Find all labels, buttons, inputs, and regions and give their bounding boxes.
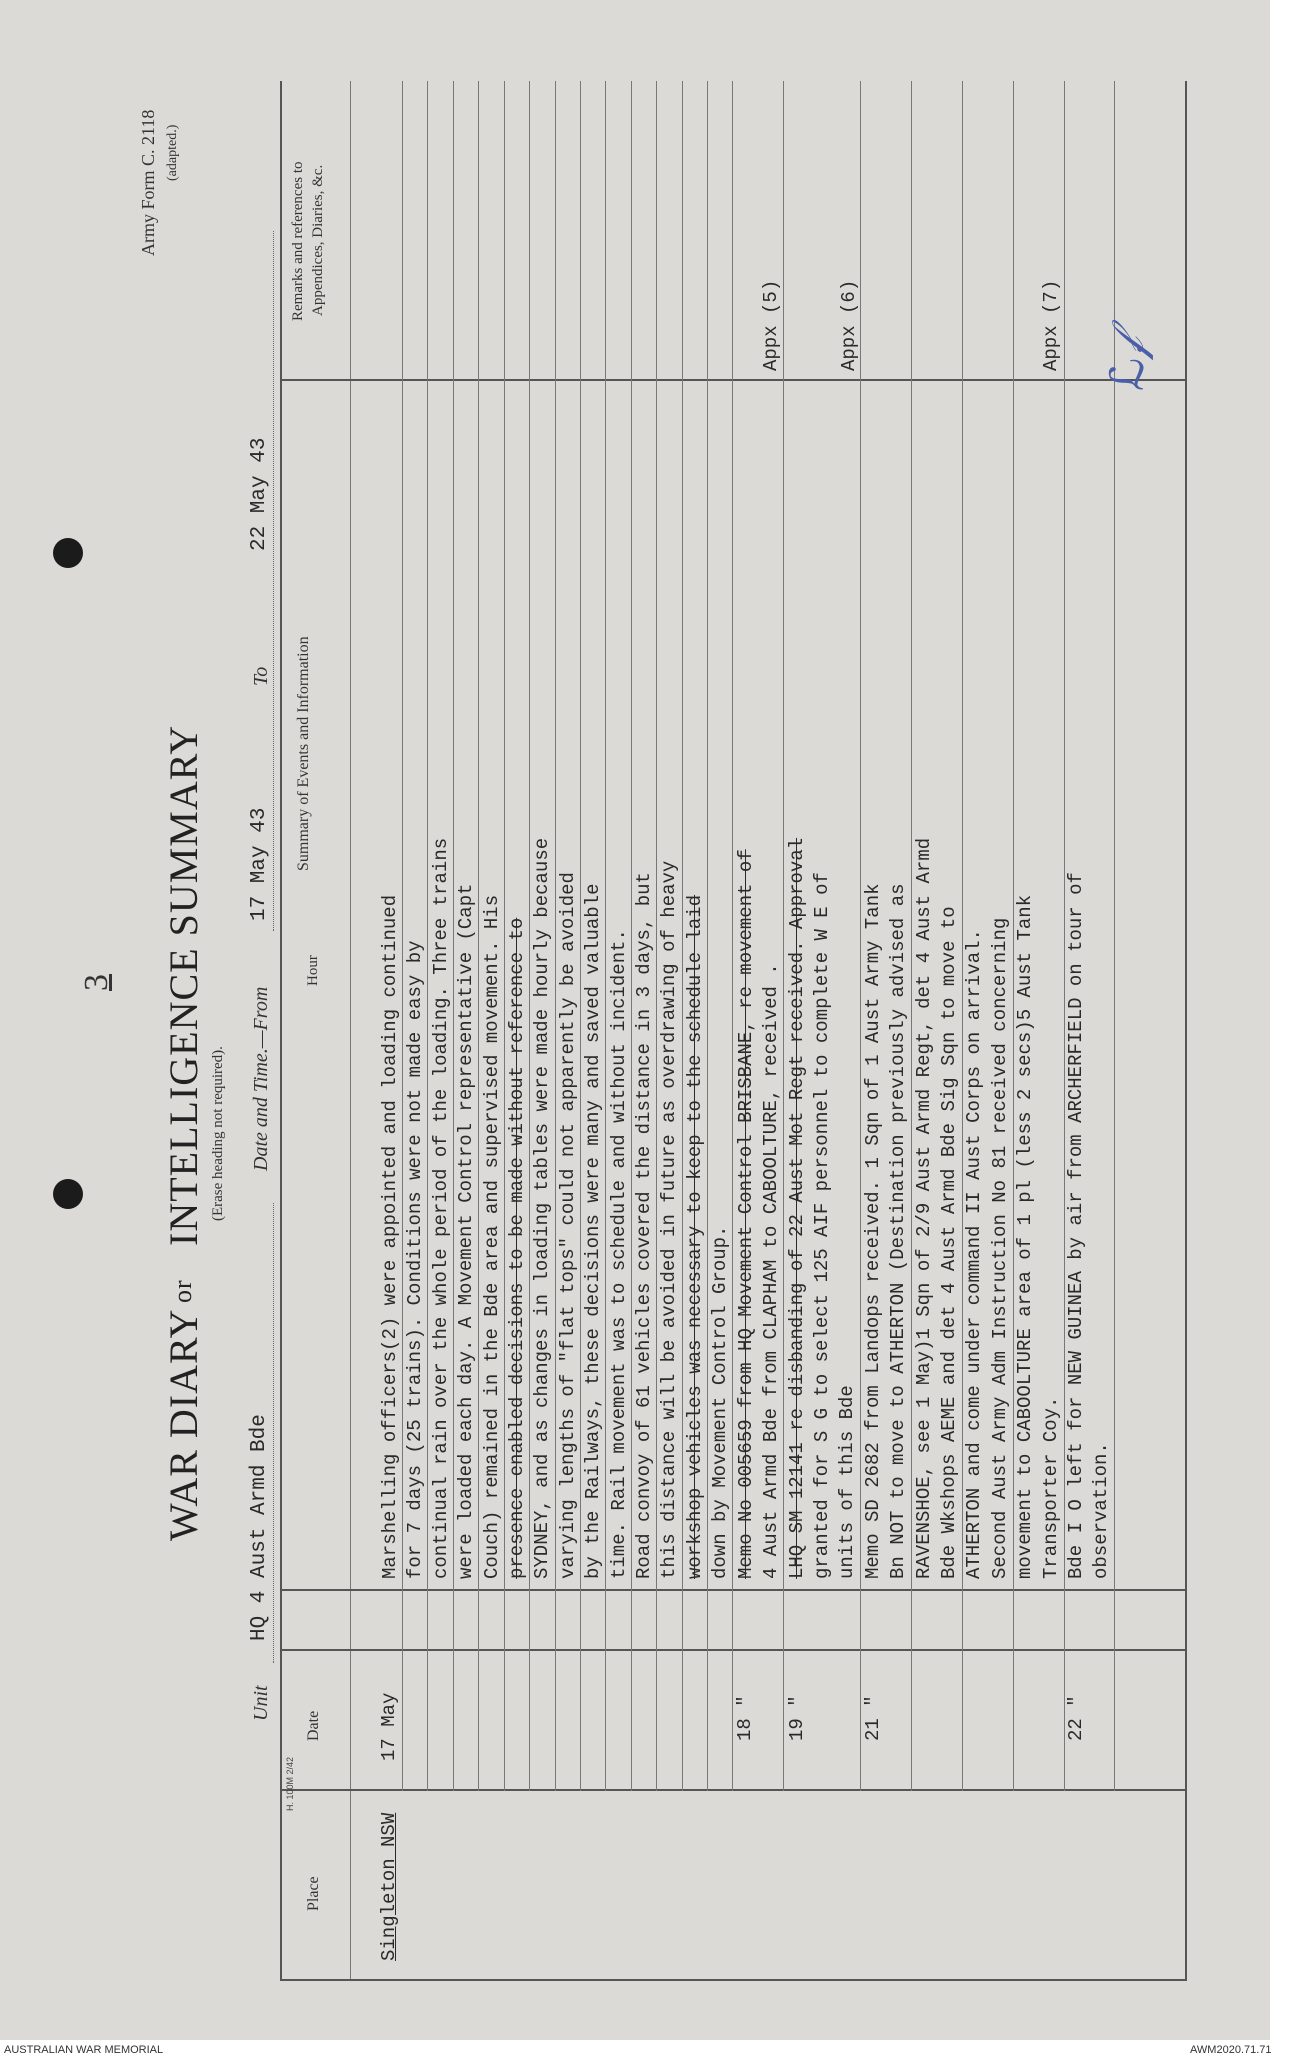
title-or: or	[168, 1279, 197, 1303]
summary-line: granted for S G to select 125 AIF personnel to complete W E of	[810, 872, 833, 1579]
summary-line: by the Railways, these decisions were many and saved valuable	[582, 883, 605, 1579]
summary-line: Road convoy of 61 vehicles covered the distance in 3 days, but	[633, 872, 656, 1579]
form-adapted: (adapted.)	[165, 124, 180, 181]
summary-line: units of this Bde	[836, 1385, 859, 1579]
subtitle: (Erase heading not required).	[210, 1046, 226, 1221]
table-bottom-border	[1185, 81, 1187, 1981]
summary-line: Bde I O left for NEW GUINEA by air from ARCHERFIELD on tour of	[1064, 872, 1087, 1579]
summary-line: workshop vehicles was necessary to keep to the schedule laid	[683, 894, 706, 1579]
summary-line: RAVENSHOE, see 1 May)1 Sqn of 2/9 Aust Armd Regt, det 4 Aust Armd	[912, 837, 935, 1579]
title-war-diary: WAR DIARY	[161, 1308, 206, 1541]
table-left-border	[280, 1979, 1185, 1981]
summary-line: Marshelling officers(2) were appointed and loading continued	[379, 894, 401, 1579]
date-underline	[273, 231, 274, 931]
table-top-border	[280, 81, 282, 1981]
summary-line: LHQ SM 12141 re disbanding of 22 Aust Mot Regt received. Approval	[785, 837, 808, 1579]
summary-line: movement to CABOOLTURE area of 1 pl (less 2 secs)5 Aust Tank	[1014, 894, 1037, 1579]
summary-block	[378, 838, 1115, 1579]
summary-line: SYDNEY, and as changes in loading tables were made hourly because	[531, 837, 554, 1579]
signature: ℒ𝒻	[1100, 337, 1154, 391]
title-intelligence-summary: INTELLIGENCE SUMMARY	[161, 724, 206, 1246]
date-time-label: Date and Time.—From	[250, 986, 272, 1171]
summary-line: continual rain over the whole period of the loading. Three trains	[429, 837, 452, 1579]
page-number: 3	[78, 974, 115, 991]
summary-line: Couch) remained in the Bde area and supervised movement. His	[480, 894, 503, 1579]
header-summary: Summary of Events and Information	[295, 636, 312, 871]
entry-date: 21 "	[862, 1695, 884, 1741]
entry-date: 19 "	[786, 1695, 808, 1741]
unit-label: Unit	[250, 1685, 272, 1721]
footer-right: AWM2020.71.71	[1190, 2044, 1272, 2056]
header-place: Place	[305, 1876, 322, 1911]
date-to: 22 May 43	[248, 437, 271, 551]
footer-left: AUSTRALIAN WAR MEMORIAL	[4, 2044, 164, 2056]
header-hour-visible: Hour	[305, 955, 321, 986]
summary-line: this distance will be avoided in future as overdrawing of heavy	[658, 860, 681, 1579]
summary-line: down by Movement Control Group.	[709, 1225, 732, 1579]
header-date: Date	[305, 1710, 322, 1741]
summary-line: Transporter Coy.	[1039, 1396, 1062, 1579]
print-code: H. 100M 2/42	[285, 1756, 295, 1811]
summary-line: for 7 days (25 trains). Conditions were not made easy by	[404, 940, 427, 1579]
form-number: Army Form C. 2118	[138, 109, 158, 256]
summary-line: Bn NOT to move to ATHERTON (Destination previously advised as	[887, 883, 910, 1579]
summary-line: varying lengths of "flat tops" could not apparently be avoided	[556, 872, 579, 1579]
date-from: 17 May 43	[248, 807, 271, 921]
remark-appendix: Appx (7)	[1040, 279, 1062, 371]
remark-appendix: Appx (5)	[760, 279, 782, 371]
summary-line: Bde Wkshops AEME and det 4 Aust Armd Bde Sig Sqn to move to	[937, 906, 960, 1579]
summary-line: Memo No 005659 from HQ Movement Control BRISBANE, re movement of	[734, 849, 757, 1579]
summary-line: were loaded each day. A Movement Control representative (Capt	[455, 883, 478, 1579]
entry-date: 22 "	[1065, 1695, 1087, 1741]
summary-line: 4 Aust Armd Bde from CLAPHAM to CABOOLTURE, received .	[760, 963, 783, 1579]
summary-line: ATHERTON and come under command II Aust Corps on arrival.	[963, 929, 986, 1579]
summary-line: Second Aust Army Adm Instruction No 81 received concerning	[988, 917, 1011, 1579]
remark-appendix: Appx (6)	[838, 279, 860, 371]
summary-line: presence enabled decisions to be made without reference to	[506, 917, 529, 1579]
unit-underline	[273, 1203, 274, 1663]
date-to-label: To	[250, 666, 272, 686]
summary-line: Memo SD 2682 from Landops received. 1 Sqn of 1 Aust Army Tank	[861, 883, 884, 1579]
entry-date: 18 "	[734, 1695, 756, 1741]
header-remarks-1: Remarks and references to	[290, 161, 306, 321]
summary-line: time. Rail movement was to schedule and without incident.	[607, 929, 630, 1579]
header-rule	[350, 81, 351, 1981]
unit-value: HQ 4 Aust Armd Bde	[248, 1414, 271, 1641]
summary-line: observation.	[1090, 1442, 1113, 1579]
place-value: Singleton NSW	[378, 1812, 400, 1961]
header-remarks-2: Appendices, Diaries, &c.	[310, 164, 326, 316]
entry-date: 17 May	[378, 1692, 400, 1761]
